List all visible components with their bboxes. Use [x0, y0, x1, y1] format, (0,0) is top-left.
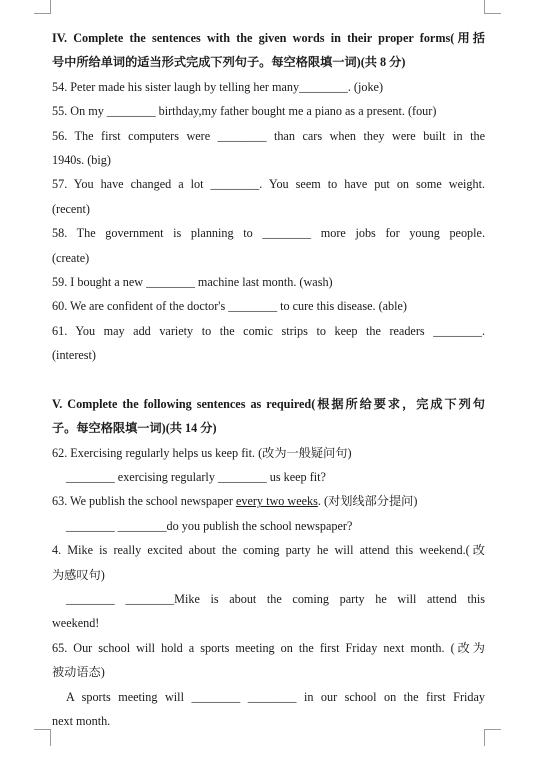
question-65-cont: 被动语态): [52, 665, 105, 680]
question-58: 58. The government is planning to ________ more jobs for young people.: [52, 226, 485, 241]
question-64: 4. Mike is really excited about the coming party he will attend this weekend.(改: [52, 543, 485, 558]
question-65: 65. Our school will hold a sports meeting on the first Friday next month. (改为: [52, 640, 485, 655]
question-62: 62. Exercising regularly helps us keep fit. (改为一般疑问句): [52, 445, 352, 460]
question-61: 61. You may add variety to the comic strips to keep the readers ________.: [52, 323, 485, 338]
question-56-cont: 1940s. (big): [52, 152, 111, 167]
question-65-answer: A sports meeting will ________ ________ in our school on the first Friday: [66, 689, 485, 704]
question-60: 60. We are confident of the doctor's ________ to cure this disease. (able): [52, 299, 407, 314]
question-54: 54. Peter made his sister laugh by telling her many________. (joke): [52, 79, 384, 94]
question-63-instruction: . (对划线部分提问): [317, 494, 418, 509]
corner-mark-bottom-left: [34, 729, 51, 746]
question-63-answer: ________ ________do you publish the school newspaper?: [66, 518, 353, 533]
question-62-answer: ________ exercising regularly ________ us keep fit?: [66, 470, 326, 485]
section-spacer: [52, 367, 485, 391]
page-content: [52, 26, 485, 733]
question-55: 55. On my ________ birthday,my father bought me a piano as a present. (four): [52, 104, 437, 119]
question-65-answer-cont: next month.: [52, 713, 111, 728]
question-61-cont: (interest): [52, 348, 96, 363]
corner-mark-top-right: [484, 0, 501, 14]
question-64-answer-cont: weekend!: [52, 616, 100, 631]
corner-mark-top-left: [34, 0, 51, 14]
corner-mark-bottom-right: [484, 729, 501, 746]
question-58-cont: (create): [52, 250, 90, 265]
question-57: 57. You have changed a lot ________. You seem to have put on some weight.: [52, 177, 485, 192]
question-63-text: 63. We publish the school newspaper: [52, 494, 236, 509]
section-v-heading-cont: 子。每空格限填一词)(共 14 分): [52, 421, 217, 436]
question-56: 56. The first computers were ________ than cars when they were built in the: [52, 128, 485, 143]
section-v-heading: V. Complete the following sentences as required(根据所给要求，完成下列句: [52, 396, 485, 411]
question-59: 59. I bought a new ________ machine last month. (wash): [52, 274, 333, 289]
question-64-answer: ________ ________Mike is about the coming party he will attend this: [66, 591, 485, 606]
question-63: [52, 489, 485, 513]
underlined-phrase: every two weeks: [235, 494, 318, 509]
section-iv-heading: IV. Complete the sentences with the given words in their proper forms(用括: [52, 31, 485, 45]
question-64-cont: 为感叹句): [52, 567, 105, 582]
section-iv-heading-cont: 号中所给单词的适当形式完成下列句子。每空格限填一词)(共 8 分): [52, 55, 406, 70]
question-57-cont: (recent): [52, 201, 90, 216]
